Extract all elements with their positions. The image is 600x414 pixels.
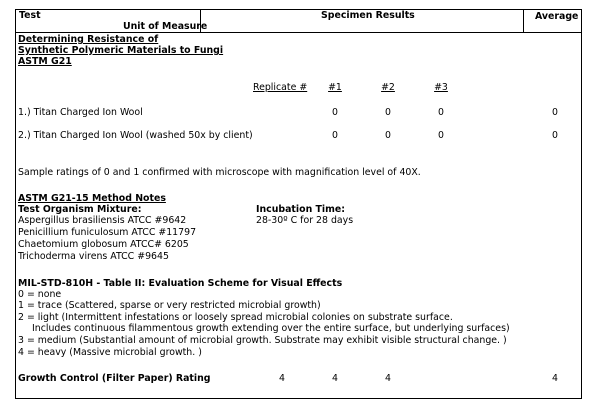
method-notes-title: ASTM G21-15 Method Notes xyxy=(18,193,166,204)
header-divider xyxy=(523,10,524,33)
scheme-line: 3 = medium (Substantial amount of microbial growth. Substrate may exhibit visible structural change. ) xyxy=(18,335,507,346)
replicate-col-2: #2 xyxy=(381,82,395,93)
row-average: 0 xyxy=(552,107,558,118)
scheme-line: 0 = none xyxy=(18,289,62,300)
unit-of-measure-header: Unit of Measure xyxy=(123,21,208,32)
growth-control-average: 4 xyxy=(552,373,558,384)
organism-item: Trichoderma virens ATCC #9645 xyxy=(18,251,169,262)
row-value-1: 0 xyxy=(332,130,338,141)
organism-item: Penicillium funiculosum ATCC #11797 xyxy=(18,227,197,238)
row-label: 1.) Titan Charged Ion Wool xyxy=(18,107,143,118)
test-header: Test xyxy=(19,10,41,21)
organism-item: Chaetomium globosum ATCC# 6205 xyxy=(18,239,189,250)
growth-control-label: Growth Control (Filter Paper) Rating xyxy=(18,373,211,384)
growth-control-value-1: 4 xyxy=(279,373,285,384)
section-title-line1: Determining Resistance of xyxy=(18,34,159,45)
average-header: Average xyxy=(535,11,579,22)
table-header xyxy=(16,10,581,33)
specimen-results-header: Specimen Results xyxy=(321,10,415,21)
mil-std-title: MIL-STD-810H - Table II: Evaluation Scheme for Visual Effects xyxy=(18,278,343,289)
incubation-value: 28-30º C for 28 days xyxy=(256,215,354,226)
organism-item: Aspergillus brasiliensis ATCC #9642 xyxy=(18,215,187,226)
growth-control-value-2: 4 xyxy=(332,373,338,384)
scheme-line: 2 = light (Intermittent infestations or loosely spread microbial colonies on substrate surface. xyxy=(18,312,453,323)
row-value-2: 0 xyxy=(385,130,391,141)
growth-control-value-3: 4 xyxy=(385,373,391,384)
organism-heading: Test Organism Mixture: xyxy=(18,204,142,215)
replicate-col-1: #1 xyxy=(328,82,342,93)
row-average: 0 xyxy=(552,130,558,141)
row-value-3: 0 xyxy=(438,107,444,118)
report-table xyxy=(15,9,582,399)
scheme-line: 4 = heavy (Massive microbial growth. ) xyxy=(18,347,202,358)
scheme-line: 1 = trace (Scattered, sparse or very restricted microbial growth) xyxy=(18,300,321,311)
replicate-col-3: #3 xyxy=(434,82,448,93)
standard-label: ASTM G21 xyxy=(18,56,72,67)
row-value-1: 0 xyxy=(332,107,338,118)
row-label: 2.) Titan Charged Ion Wool (washed 50x by client) xyxy=(18,130,253,141)
replicate-label: Replicate # xyxy=(253,82,308,93)
row-value-2: 0 xyxy=(385,107,391,118)
row-value-3: 0 xyxy=(438,130,444,141)
section-title-line2: Synthetic Polymeric Materials to Fungi xyxy=(18,45,224,56)
scheme-line: Includes continuous filammentous growth extending over the entire surface, but underlying surfaces) xyxy=(32,323,510,334)
sample-note: Sample ratings of 0 and 1 confirmed with microscope with magnification level of 40X. xyxy=(18,167,421,178)
incubation-heading: Incubation Time: xyxy=(256,204,345,215)
